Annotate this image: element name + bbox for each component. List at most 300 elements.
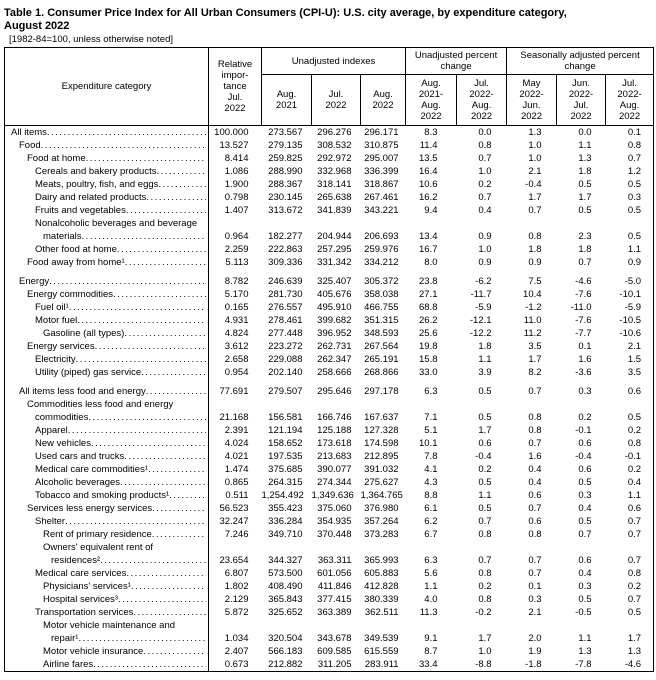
value-cell: 0.2 <box>478 464 492 475</box>
row-label <box>5 541 209 567</box>
value-cell: 6.807 <box>224 568 249 579</box>
value-cell: 202.140 <box>268 367 303 378</box>
column-header-aug-2021--aug-2022: Aug. 2021- Aug. 2022 <box>406 75 457 126</box>
value-cell: 0.7 <box>627 516 642 527</box>
value-cell: 27.1 <box>419 289 438 300</box>
table-row <box>5 204 654 217</box>
dot-leader <box>68 424 206 437</box>
value-cell: 4.824 <box>224 328 249 339</box>
table-row <box>5 165 654 178</box>
value-cell: 1.7 <box>578 192 592 203</box>
row-label-line <box>5 314 206 327</box>
row-label-line <box>5 243 206 256</box>
dot-leader <box>124 450 206 463</box>
dot-leader <box>125 256 206 269</box>
value-cell: -12.2 <box>469 328 492 339</box>
value-cell: 2.1 <box>627 341 642 352</box>
column-header-jul-2022--aug-2022: Jul. 2022- Aug. 2022 <box>606 75 654 126</box>
value-cell: 358.038 <box>364 289 399 300</box>
value-cell: 4.024 <box>224 438 249 449</box>
row-label <box>5 340 209 353</box>
value-cell: 343.678 <box>317 633 352 644</box>
value-cell: -7.6 <box>575 315 592 326</box>
row-label-line <box>5 658 206 671</box>
dot-leader <box>148 463 206 476</box>
dot-leader <box>76 353 206 366</box>
value-cell: 2.129 <box>224 594 249 605</box>
value-cell: 0.2 <box>627 581 642 592</box>
value-cell: 6.1 <box>424 503 438 514</box>
value-cell: 391.032 <box>364 464 399 475</box>
row-label-text: Other food at home <box>35 244 117 255</box>
dot-leader <box>126 204 206 217</box>
value-cell: -0.4 <box>575 451 592 462</box>
value-cell: 1.1 <box>478 354 492 365</box>
row-label-line <box>5 366 206 379</box>
value-cell: 318.141 <box>317 179 352 190</box>
cpi-table <box>4 47 654 672</box>
value-cell: 77.691 <box>219 386 249 397</box>
row-label <box>5 126 209 140</box>
row-label <box>5 567 209 580</box>
row-label <box>5 476 209 489</box>
value-cell: 156.581 <box>268 412 303 423</box>
table-row <box>5 256 654 269</box>
value-cell: 0.4 <box>627 477 642 488</box>
value-cell: 390.077 <box>317 464 352 475</box>
value-cell: 3.612 <box>224 341 249 352</box>
value-cell: 288.990 <box>268 166 303 177</box>
row-label <box>5 528 209 541</box>
value-cell: 283.911 <box>364 659 399 670</box>
table-row <box>5 385 654 398</box>
value-cell: 11.0 <box>523 315 542 326</box>
row-label <box>5 327 209 340</box>
row-label <box>5 658 209 672</box>
dot-leader <box>141 366 206 379</box>
table-row <box>5 450 654 463</box>
relative-importance-header: Relative impor- tance Jul. 2022 <box>209 48 262 126</box>
value-cell: 365.993 <box>364 555 399 566</box>
value-cell: 0.7 <box>528 205 542 216</box>
row-label <box>5 275 209 288</box>
value-cell: 354.935 <box>317 516 352 527</box>
value-cell: 259.825 <box>268 153 303 164</box>
table-row <box>5 301 654 314</box>
value-cell: 1.7 <box>478 425 492 436</box>
value-cell: 56.523 <box>219 503 249 514</box>
row-label-line <box>5 502 206 515</box>
value-cell: 0.8 <box>528 529 542 540</box>
value-cell: 0.7 <box>578 529 592 540</box>
row-label <box>5 398 209 424</box>
row-label-line <box>5 476 206 489</box>
row-label <box>5 645 209 658</box>
value-cell: 1.8 <box>578 244 592 255</box>
value-cell: -4.6 <box>624 659 642 670</box>
value-cell: -0.5 <box>575 607 592 618</box>
value-cell: 0.7 <box>528 503 542 514</box>
value-cell: 4.1 <box>424 464 438 475</box>
value-cell: 4.931 <box>224 315 249 326</box>
value-cell: 212.895 <box>364 451 399 462</box>
value-cell: 2.3 <box>578 231 592 242</box>
value-cell: 1.0 <box>478 244 492 255</box>
value-cell: 9.1 <box>424 633 438 644</box>
value-cell: 5.113 <box>225 257 249 268</box>
value-cell: 305.372 <box>364 276 399 287</box>
row-label-line <box>5 450 206 463</box>
row-label-text: Shelter <box>35 516 66 527</box>
value-cell: 0.673 <box>224 659 249 670</box>
value-cell: 167.637 <box>364 412 399 423</box>
row-label <box>5 217 209 243</box>
value-cell: 0.6 <box>578 464 592 475</box>
row-label-line <box>5 554 206 567</box>
row-label-text: Fruits and vegetables <box>35 205 126 216</box>
value-cell: 601.056 <box>317 568 352 579</box>
value-cell: -1.2 <box>525 302 542 313</box>
value-cell: 0.5 <box>627 607 642 618</box>
value-cell: -10.5 <box>619 315 642 326</box>
value-cell: 0.5 <box>627 205 642 216</box>
value-cell: 229.088 <box>268 354 303 365</box>
value-cell: 0.8 <box>627 568 642 579</box>
row-label-line <box>5 632 206 645</box>
value-cell: 292.972 <box>317 153 352 164</box>
value-cell: 0.8 <box>528 412 542 423</box>
value-cell: 0.6 <box>478 438 492 449</box>
value-cell: -0.4 <box>525 179 542 190</box>
table-row <box>5 528 654 541</box>
column-header-may-2022--jun-2022: May 2022- Jun. 2022 <box>507 75 557 126</box>
table-row <box>5 567 654 580</box>
dot-leader <box>158 178 206 191</box>
row-label <box>5 619 209 645</box>
table-row <box>5 314 654 327</box>
value-cell: 0.3 <box>578 490 592 501</box>
dot-leader <box>146 385 206 398</box>
dot-leader <box>169 489 206 502</box>
row-label <box>5 593 209 606</box>
table-row <box>5 619 654 645</box>
value-cell: 332.968 <box>317 166 352 177</box>
row-label <box>5 204 209 217</box>
value-cell: 222.863 <box>268 244 303 255</box>
value-cell: 0.7 <box>528 438 542 449</box>
value-cell: -0.1 <box>624 451 642 462</box>
row-label <box>5 314 209 327</box>
value-cell: 5.872 <box>224 607 249 618</box>
table-row <box>5 476 654 489</box>
row-label <box>5 463 209 476</box>
dot-leader <box>156 165 206 178</box>
value-cell: 7.1 <box>424 412 438 423</box>
row-label-line <box>5 411 206 424</box>
dot-leader <box>77 314 206 327</box>
value-cell: 9.4 <box>424 205 438 216</box>
dot-leader <box>146 191 206 204</box>
row-label-text: Services less energy services <box>27 503 153 514</box>
table-row <box>5 191 654 204</box>
value-cell: 373.283 <box>364 529 399 540</box>
value-cell: 262.731 <box>317 341 352 352</box>
value-cell: 0.5 <box>627 412 642 423</box>
value-cell: 182.277 <box>268 231 303 242</box>
value-cell: 5.170 <box>224 289 249 300</box>
value-cell: 2.391 <box>224 425 249 436</box>
value-cell: 296.276 <box>317 127 352 138</box>
value-cell: 8.782 <box>224 276 249 287</box>
row-label-line: Motor vehicle maintenance and <box>43 620 176 631</box>
row-label-line <box>5 353 206 366</box>
row-label-text: Energy commodities <box>27 289 114 300</box>
row-label-text: Motor fuel <box>35 315 78 326</box>
value-cell: 0.8 <box>528 425 542 436</box>
table-row <box>5 580 654 593</box>
value-cell: -0.1 <box>575 425 592 436</box>
value-cell: 2.1 <box>528 166 542 177</box>
value-cell: 336.284 <box>268 516 303 527</box>
row-label-text: materials <box>43 231 82 242</box>
value-cell: 311.205 <box>317 659 352 670</box>
value-cell: -10.1 <box>619 289 642 300</box>
row-label-text: Food at home <box>27 153 86 164</box>
value-cell: 281.730 <box>268 289 303 300</box>
table-row <box>5 178 654 191</box>
value-cell: 264.315 <box>268 477 303 488</box>
row-label-text: Rent of primary residence <box>43 529 152 540</box>
row-label-line <box>5 191 206 204</box>
row-label-text: All items less food and energy <box>19 386 146 397</box>
value-cell: 26.2 <box>419 315 438 326</box>
value-cell: 223.272 <box>268 341 303 352</box>
value-cell: 0.3 <box>578 386 592 397</box>
value-cell: 166.746 <box>317 412 352 423</box>
dot-leader <box>152 502 206 515</box>
value-cell: -5.0 <box>624 276 642 287</box>
row-label <box>5 256 209 269</box>
value-cell: 1.1 <box>578 633 592 644</box>
value-cell: 1,254.492 <box>261 490 304 501</box>
value-cell: 375.060 <box>317 503 352 514</box>
value-cell: 2.407 <box>224 646 249 657</box>
table-header <box>5 48 654 126</box>
value-cell: 605.883 <box>364 568 399 579</box>
table-row <box>5 275 654 288</box>
row-label-text: Hospital services³ <box>43 594 118 605</box>
table-row <box>5 366 654 379</box>
value-cell: 0.5 <box>578 179 592 190</box>
value-cell: 230.145 <box>268 192 303 203</box>
value-cell: 0.4 <box>528 477 542 488</box>
value-cell: 4.3 <box>424 477 438 488</box>
value-cell: 0.7 <box>528 386 542 397</box>
value-cell: 0.9 <box>478 257 492 268</box>
value-cell: 6.3 <box>424 386 438 397</box>
row-label-text: Medical care commodities¹ <box>35 464 148 475</box>
value-cell: 268.866 <box>364 367 399 378</box>
value-cell: 5.6 <box>424 568 438 579</box>
value-cell: -5.9 <box>624 302 642 313</box>
row-label-line <box>5 152 206 165</box>
row-label <box>5 353 209 366</box>
value-cell: 127.328 <box>364 425 399 436</box>
table-row <box>5 398 654 424</box>
value-cell: -8.8 <box>475 659 492 670</box>
value-cell: -5.9 <box>475 302 492 313</box>
column-header-aug-2021: Aug. 2021 <box>262 75 312 126</box>
group-header-unadjusted-percent-change: Unadjusted percent change <box>406 48 507 75</box>
value-cell: 309.336 <box>268 257 303 268</box>
value-cell: 0.7 <box>627 555 642 566</box>
row-label-text: Food away from home¹ <box>27 257 125 268</box>
value-cell: 297.178 <box>364 386 399 397</box>
value-cell: 276.557 <box>268 302 303 313</box>
row-label-line <box>5 327 206 340</box>
value-cell: 25.6 <box>419 328 438 339</box>
dot-leader <box>113 288 206 301</box>
value-cell: 295.646 <box>317 386 352 397</box>
dot-leader <box>118 593 206 606</box>
value-cell: 212.882 <box>268 659 303 670</box>
value-cell: 1.900 <box>224 179 249 190</box>
row-label <box>5 366 209 379</box>
value-cell: 257.295 <box>317 244 352 255</box>
value-cell: 10.4 <box>523 289 542 300</box>
row-label-line <box>5 515 206 528</box>
value-cell: 0.5 <box>578 516 592 527</box>
table-row <box>5 243 654 256</box>
value-cell: 1.1 <box>424 581 438 592</box>
row-label-text: Cereals and bakery products <box>35 166 157 177</box>
row-label-line <box>5 489 206 502</box>
row-label-line <box>5 256 206 269</box>
table-row <box>5 340 654 353</box>
value-cell: 0.8 <box>627 438 642 449</box>
value-cell: 0.7 <box>478 153 492 164</box>
row-label <box>5 152 209 165</box>
row-label-line <box>5 288 206 301</box>
value-cell: 16.2 <box>419 192 438 203</box>
value-cell: 0.7 <box>627 594 642 605</box>
value-cell: 1.7 <box>478 633 492 644</box>
value-cell: 121.194 <box>268 425 303 436</box>
value-cell: 0.5 <box>578 477 592 488</box>
row-label-text: Transportation services <box>35 607 134 618</box>
table-row <box>5 502 654 515</box>
value-cell: 1.8 <box>528 244 542 255</box>
row-label-line: Commodities less food and energy <box>27 399 174 410</box>
value-cell: 267.564 <box>364 341 399 352</box>
value-cell: 16.4 <box>419 166 438 177</box>
value-cell: 0.7 <box>528 568 542 579</box>
value-cell: 8.8 <box>424 490 438 501</box>
row-label <box>5 437 209 450</box>
value-cell: -12.1 <box>469 315 492 326</box>
value-cell: 341.839 <box>317 205 352 216</box>
value-cell: 1,349.636 <box>311 490 354 501</box>
row-label-text: Dairy and related products <box>35 192 147 203</box>
value-cell: -4.6 <box>575 276 592 287</box>
row-label <box>5 450 209 463</box>
value-cell: 334.212 <box>364 257 399 268</box>
row-label <box>5 502 209 515</box>
table-row <box>5 152 654 165</box>
row-label-line <box>5 385 206 398</box>
row-label-text: Alcoholic beverages <box>35 477 121 488</box>
value-cell: 1.3 <box>627 646 642 657</box>
value-cell: 0.7 <box>627 153 642 164</box>
value-cell: 279.507 <box>268 386 303 397</box>
value-cell: 344.327 <box>268 555 303 566</box>
row-label-line <box>5 463 206 476</box>
value-cell: 308.532 <box>317 140 352 151</box>
row-label <box>5 301 209 314</box>
dot-leader <box>100 554 206 567</box>
value-cell: 13.4 <box>419 231 438 242</box>
row-label <box>5 288 209 301</box>
dot-leader <box>91 437 206 450</box>
row-label-text: Meats, poultry, fish, and eggs <box>35 179 159 190</box>
value-cell: 0.954 <box>224 367 249 378</box>
value-cell: 11.3 <box>419 607 438 618</box>
value-cell: 376.980 <box>364 503 399 514</box>
value-cell: 6.3 <box>424 555 438 566</box>
value-cell: 0.5 <box>627 179 642 190</box>
value-cell: 362.511 <box>364 607 399 618</box>
value-cell: 204.944 <box>317 231 352 242</box>
value-cell: 246.639 <box>268 276 303 287</box>
row-label-line: Owners' equivalent rent of <box>43 542 154 553</box>
dot-leader <box>124 327 206 340</box>
dot-leader <box>93 658 206 671</box>
value-cell: 10.6 <box>419 179 438 190</box>
value-cell: 1.8 <box>478 341 492 352</box>
table-row <box>5 489 654 502</box>
group-header-seasonally-adjusted-percent-change: Seasonally adjusted percent change <box>507 48 654 75</box>
row-label-text: Physicians' services¹ <box>43 581 131 592</box>
row-label-line <box>5 437 206 450</box>
value-cell: -11.0 <box>570 302 592 313</box>
value-cell: 355.423 <box>268 503 303 514</box>
row-label-line <box>5 275 206 288</box>
value-cell: 0.7 <box>578 257 592 268</box>
value-cell: 5.1 <box>424 425 438 436</box>
value-cell: 1.8 <box>578 166 592 177</box>
value-cell: 0.5 <box>478 386 492 397</box>
value-cell: 1,364.765 <box>360 490 403 501</box>
row-label-line <box>5 580 206 593</box>
value-cell: 0.5 <box>478 503 492 514</box>
value-cell: 1.0 <box>528 140 542 151</box>
value-cell: 274.344 <box>317 477 352 488</box>
row-label-text: Tobacco and smoking products¹ <box>35 490 170 501</box>
row-label <box>5 515 209 528</box>
value-cell: 0.8 <box>478 529 492 540</box>
value-cell: 1.2 <box>627 166 642 177</box>
row-label <box>5 191 209 204</box>
value-cell: 1.802 <box>224 581 249 592</box>
dot-leader <box>78 632 206 645</box>
value-cell: 11.4 <box>419 140 438 151</box>
row-label-line <box>5 606 206 619</box>
row-label-line <box>5 126 206 139</box>
value-cell: 1.7 <box>627 633 642 644</box>
value-cell: -0.2 <box>475 607 492 618</box>
value-cell: 325.652 <box>268 607 303 618</box>
value-cell: 32.247 <box>219 516 249 527</box>
